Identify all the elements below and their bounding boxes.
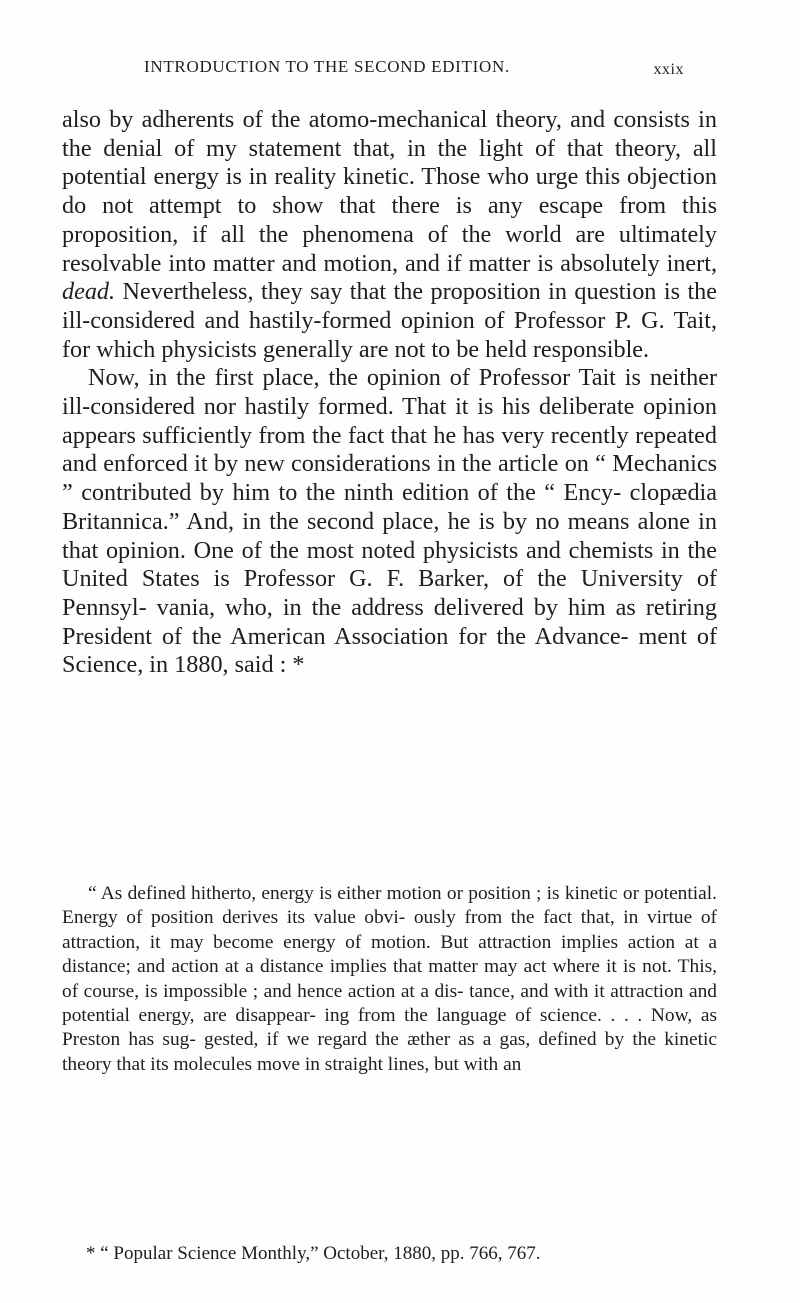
page-number: xxix (653, 61, 684, 78)
body-text (62, 106, 717, 680)
quote-text: “ As defined hitherto, energy is either motion or position ; is kinetic or potential. Energy of position derives its value obvi- ously from the fact that, in virtue of attraction, it may become energy of motion. But attraction implies action at a distance; and action at a distance implies that matter may act where it is not. This, of course, is impossible ; and hence action at a dis- tance, and with it attraction and potential energy, are disappear- ing from the language of science. . . . Now, as Preston has sug- gested, if we regard the æther as a gas, defined by the kinetic theory that its molecules move in straight lines, but with an (62, 883, 717, 1075)
block-quote (62, 882, 717, 1077)
paragraph-1 (62, 106, 717, 364)
running-head (0, 52, 800, 82)
italic-word-dead: dead. (62, 278, 116, 306)
paragraph-1-text-end: Nevertheless, they say that the proposition in question is the ill-considered and hastily-formed opinion of Professor P. G. Tait, for which physicists generally are not to be held responsible. (62, 278, 717, 363)
running-title: INTRODUCTION TO THE SECOND EDITION. (144, 57, 510, 76)
paragraph-2: Now, in the first place, the opinion of Professor Tait is neither ill-considered nor hastily formed. That it is his deliberate opinion appears sufficiently from the fact that he has very recently repeated and enforced it by new considerations in the article on “ Mechanics ” contributed by him to the ninth edition of the “ Ency- clopædia Britannica.” And, in the second place, he is by no means alone in that opinion. One of the most noted physicists and chemists in the United States is Professor G. F. Barker, of the University of Pennsyl- vania, who, in the address delivered by him as retiring President of the American Association for the Advance- ment of Science, in 1880, said : * (62, 364, 717, 679)
paragraph-1-text-start: also by adherents of the atomo-mechanical theory, and consists in the denial of my statement that, in the light of that theory, all potential energy is in reality kinetic. Those who urge this objection do not attempt to show that there is any escape from this proposition, if all the phenomena of the world are ultimately resolvable into matter and motion, and if matter is absolutely inert, (62, 106, 717, 277)
footnote: * “ Popular Science Monthly,” October, 1880, pp. 766, 767. (86, 1243, 541, 1264)
